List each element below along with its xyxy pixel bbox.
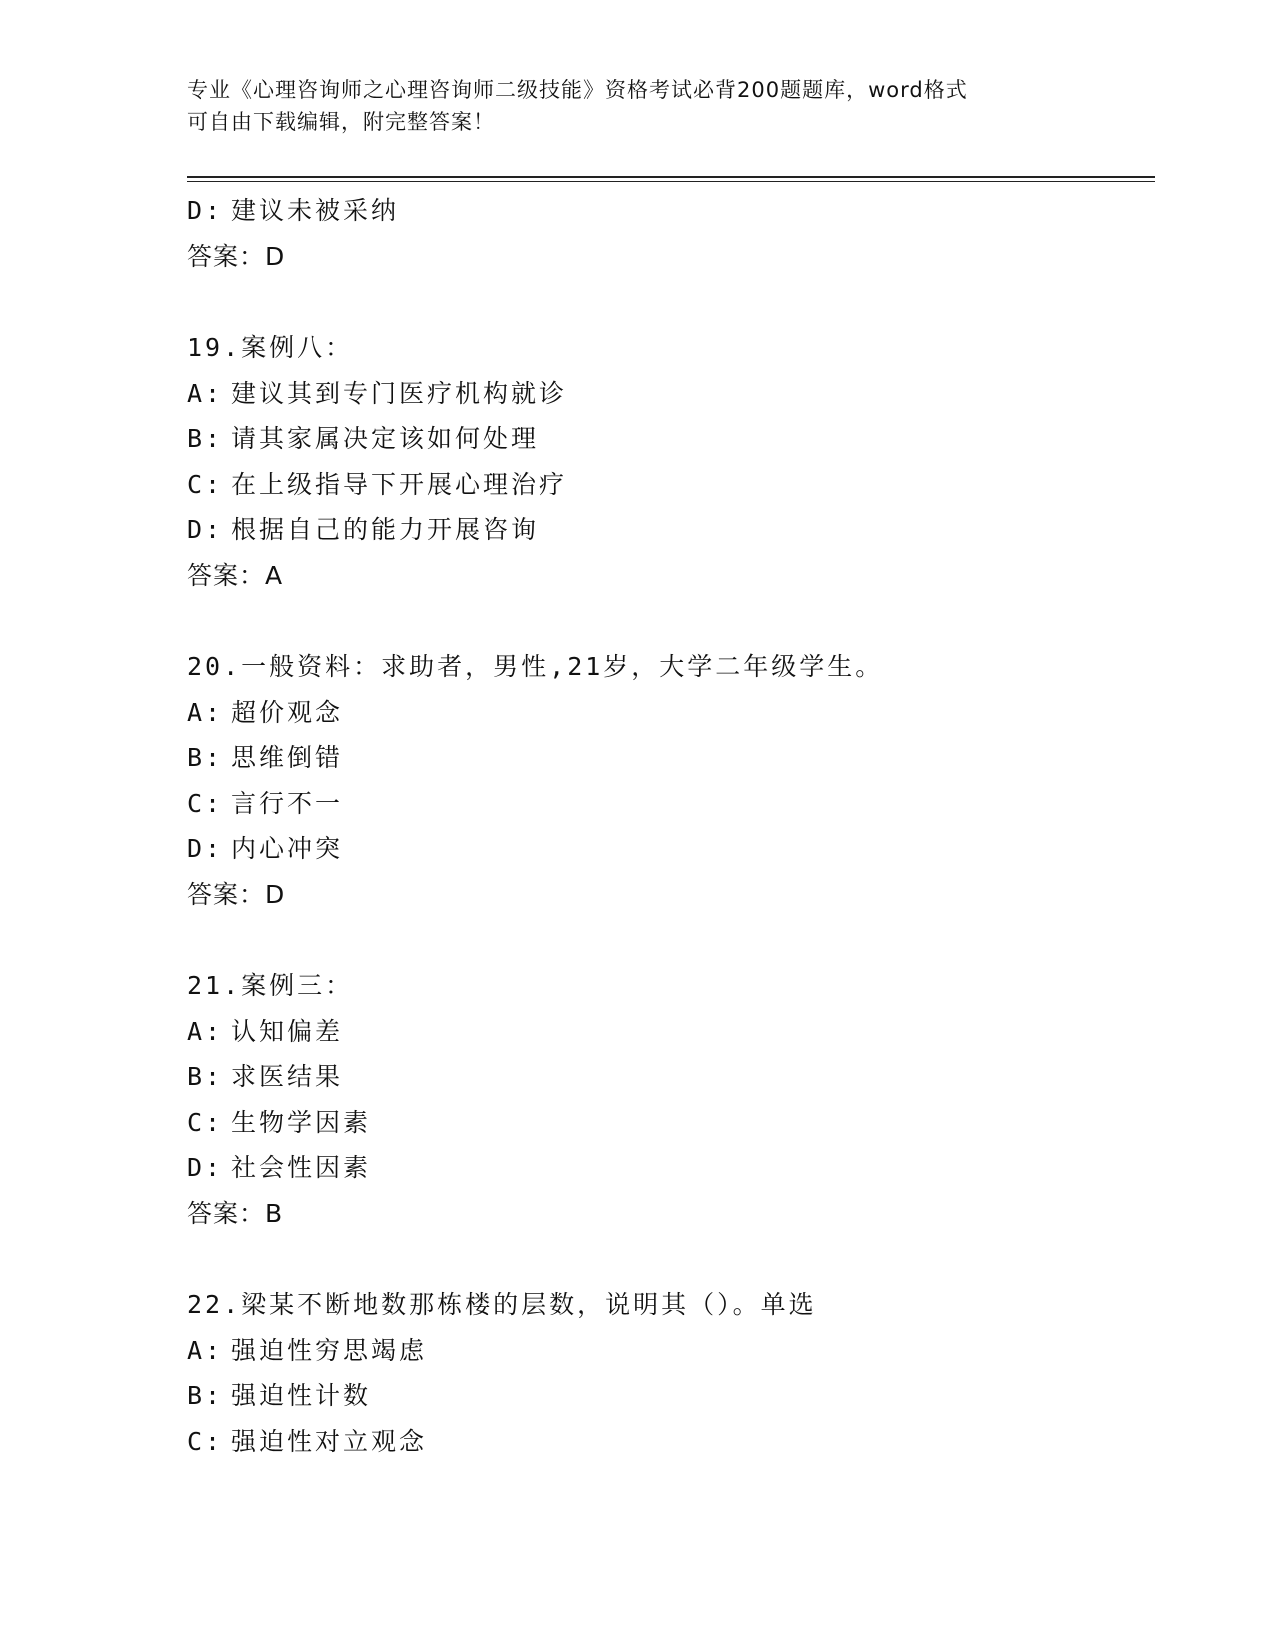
header-rule-thin	[187, 181, 1155, 182]
option-row	[187, 507, 1147, 553]
option-text: 言行不一	[231, 788, 344, 818]
option-letter: A:	[187, 1016, 224, 1046]
option-text: 社会性因素	[231, 1153, 372, 1182]
option-row	[187, 1328, 1147, 1374]
option-letter: D:	[187, 196, 224, 225]
option-row	[187, 781, 1147, 827]
option-letter: C:	[187, 469, 224, 499]
option-text: 认知偏差	[231, 1016, 344, 1046]
question-list	[187, 188, 1147, 1464]
option-text: 内心冲突	[231, 834, 344, 863]
header-line-2: 可自由下载编辑，附完整答案！	[187, 110, 495, 134]
option-row	[187, 735, 1147, 781]
option-row	[187, 1419, 1147, 1465]
option-letter: B:	[187, 424, 224, 453]
option-letter: C:	[187, 1426, 224, 1456]
question-stem: 22.梁某不断地数那栋楼的层数，说明其（）。单选	[187, 1290, 817, 1319]
option-row	[187, 1373, 1147, 1419]
answer-line: 答案：B	[187, 1198, 284, 1228]
option-row	[187, 826, 1147, 872]
header-line-1: 专业《心理咨询师之心理咨询师二级技能》资格考试必背200题题库，word格式	[187, 78, 968, 102]
spacer	[187, 1236, 1147, 1282]
option-text: 强迫性穷思竭虑	[231, 1335, 428, 1365]
option-text: 根据自己的能力开展咨询	[231, 515, 540, 544]
question-stem: 21.案例三：	[187, 971, 354, 1000]
option-letter: B:	[187, 743, 224, 772]
question-stem: 20.一般资料：求助者，男性,21岁，大学二年级学生。	[187, 652, 884, 681]
option-text: 建议未被采纳	[231, 196, 400, 225]
header-rule-thick	[187, 176, 1155, 178]
option-row	[187, 1009, 1147, 1055]
option-letter: A:	[187, 1335, 224, 1365]
option-letter: D:	[187, 1153, 224, 1182]
option-row	[187, 1054, 1147, 1100]
spacer	[187, 279, 1147, 325]
question-stem: 19.案例八：	[187, 333, 354, 362]
option-text: 超价观念	[231, 697, 344, 727]
spacer	[187, 917, 1147, 963]
option-row	[187, 1145, 1147, 1191]
option-letter: D:	[187, 834, 224, 863]
option-text: 请其家属决定该如何处理	[231, 424, 540, 453]
option-letter: D:	[187, 515, 224, 544]
option-text: 强迫性对立观念	[231, 1426, 428, 1456]
option-letter: C:	[187, 788, 224, 818]
option-letter: A:	[187, 378, 224, 408]
page-header	[187, 74, 1087, 138]
option-row	[187, 690, 1147, 736]
option-letter: B:	[187, 1062, 224, 1091]
option-text: 生物学因素	[231, 1107, 372, 1137]
option-row	[187, 371, 1147, 417]
answer-line: 答案：D	[187, 879, 286, 909]
option-letter: A:	[187, 697, 224, 727]
option-text: 在上级指导下开展心理治疗	[231, 469, 568, 499]
option-text: 建议其到专门医疗机构就诊	[231, 378, 568, 408]
option-letter: C:	[187, 1107, 224, 1137]
option-row	[187, 462, 1147, 508]
option-text: 思维倒错	[231, 743, 344, 772]
option-row	[187, 416, 1147, 462]
option-letter: B:	[187, 1381, 224, 1410]
option-row	[187, 188, 1147, 234]
option-row	[187, 1100, 1147, 1146]
option-text: 求医结果	[231, 1062, 344, 1091]
option-text: 强迫性计数	[231, 1381, 372, 1410]
answer-line: 答案：D	[187, 241, 286, 271]
spacer	[187, 598, 1147, 644]
answer-line: 答案：A	[187, 560, 284, 590]
